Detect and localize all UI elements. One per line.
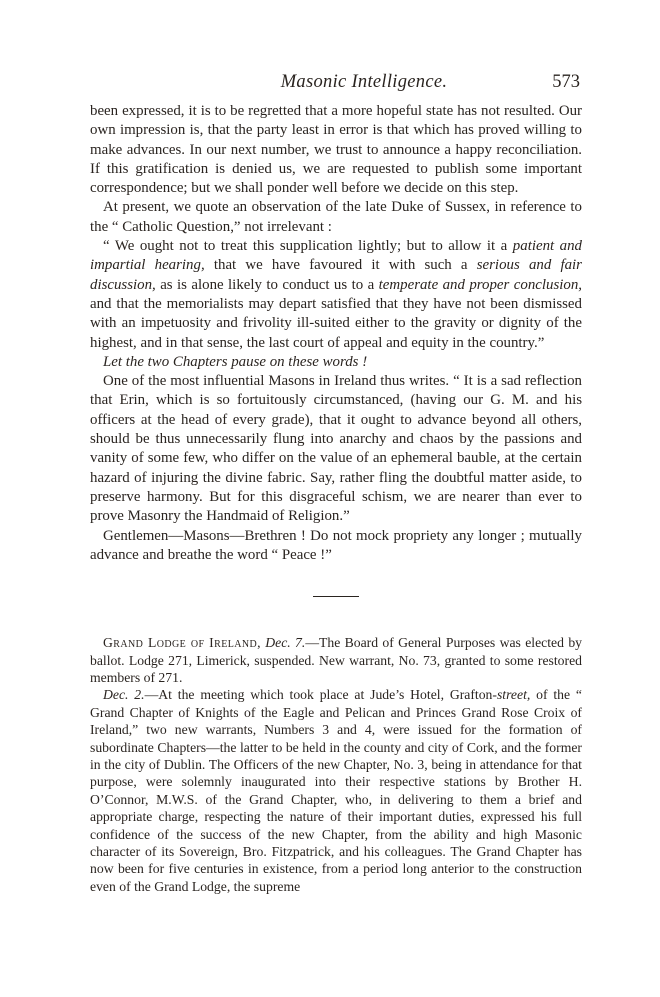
- running-title: Masonic Intelligence.: [280, 72, 448, 92]
- news-text-italic: street,: [496, 687, 531, 703]
- page-content: [90, 72, 582, 895]
- quote-emphasis: temperate and proper conclusion,: [378, 276, 582, 293]
- news-heading: Grand Lodge of Ireland,: [103, 635, 261, 651]
- quote-text: and that the memorialists may depart satisfied that they have not been dismissed with an impetuosity and frivolity ill-suited either to the gravity or dignity of the highest, and in that sense, the last court of appeal and equity in the country.”: [90, 295, 582, 351]
- article-body: [90, 102, 582, 565]
- news-text: —At the meeting which took place at Jude’s Hotel, Grafton-: [144, 687, 497, 703]
- news-date: Dec. 7.: [265, 635, 306, 651]
- paragraph-2: At present, we quote an observation of the late Duke of Sussex, in reference to the “ Catholic Question,” not irrelevant :: [90, 199, 582, 235]
- news-text: of the “ Grand Chapter of Knights of the Eagle and Pelican and Princes Grand Rose Croix of Ireland,” two new warrants, Numbers 3 and 4, were issued for the formation of subordinate Chapters—the latter to be held in the county and city of Cork, and the former in the city of Dublin. The Officers of the new Chapter, No. 3, being in attendance for that purpose, were solemnly inaugurated into their respective stations by Brother H. O’Connor, M.W.S. of the Grand Chapter, who, in delivering to them a brief and appropriate charge, respecting the nature of their important duties, expressed his full confidence of the success of the new Chapter, from the ability and high Masonic character of its Sovereign, Bro. Fitzpatrick, and his colleagues. The Grand Chapter has now been for five centuries in existence, from a period long anterior to the construction even of the Grand Lodge, the supreme: [90, 687, 582, 894]
- section-divider: [313, 596, 359, 597]
- quotation-paragraph: [90, 237, 582, 353]
- news-section: [90, 634, 582, 895]
- news-item-chapter: [90, 686, 582, 895]
- running-head: [90, 72, 582, 102]
- quote-emphasis: serious and fair discussion,: [90, 257, 582, 293]
- page-number: 573: [552, 72, 580, 92]
- paragraph-exhortation: Let the two Chapters pause on these words !: [103, 353, 368, 370]
- news-date: Dec. 2.: [103, 687, 145, 703]
- quote-text: “ We ought not to treat this supplication lightly; but to allow it a: [103, 238, 508, 255]
- quote-text: as is alone likely to conduct us to a: [155, 276, 375, 293]
- quote-emphasis: patient and impartial hearing,: [90, 238, 582, 274]
- paragraph-6: Gentlemen—Masons—Brethren ! Do not mock propriety any longer ; mutually advance and breathe the word “ Peace !”: [90, 527, 582, 563]
- paragraph-1: been expressed, it is to be regretted that a more hopeful state has not resulted. Our own impression is, that the party least in error is that which has proved willing to make advances. In our next number, we trust to announce a happy reconciliation. If this gratification is denied us, we are requested to publish some important correspondence; but we shall ponder well before we decide on this step.: [90, 103, 582, 197]
- paragraph-5: One of the most influential Masons in Ireland thus writes. “ It is a sad reflection that Erin, which is so fortuitously circumstanced, (having our G. M. and his officers at the head of every grade), that it ought to advance beyond all others, should be thus unnecessarily flung into anarchy and chaos by the passions and vanity of some few, who differ on the value of an ephemeral bauble, at the certain hazard of injuring the divine fabric. Say, rather fling the doubtful matter aside, to preserve harmony. But for this disgraceful schism, we are nearer than ever to prove Masonry the Handmaid of Religion.”: [90, 373, 582, 525]
- quote-text: that we have favoured it with such a: [204, 257, 468, 274]
- news-item-grand-lodge: [90, 634, 582, 686]
- news-text: —The Board of General Purposes was elected by ballot. Lodge 271, Limerick, suspended. New warrant, No. 73, granted to some restored members of 271.: [90, 635, 583, 685]
